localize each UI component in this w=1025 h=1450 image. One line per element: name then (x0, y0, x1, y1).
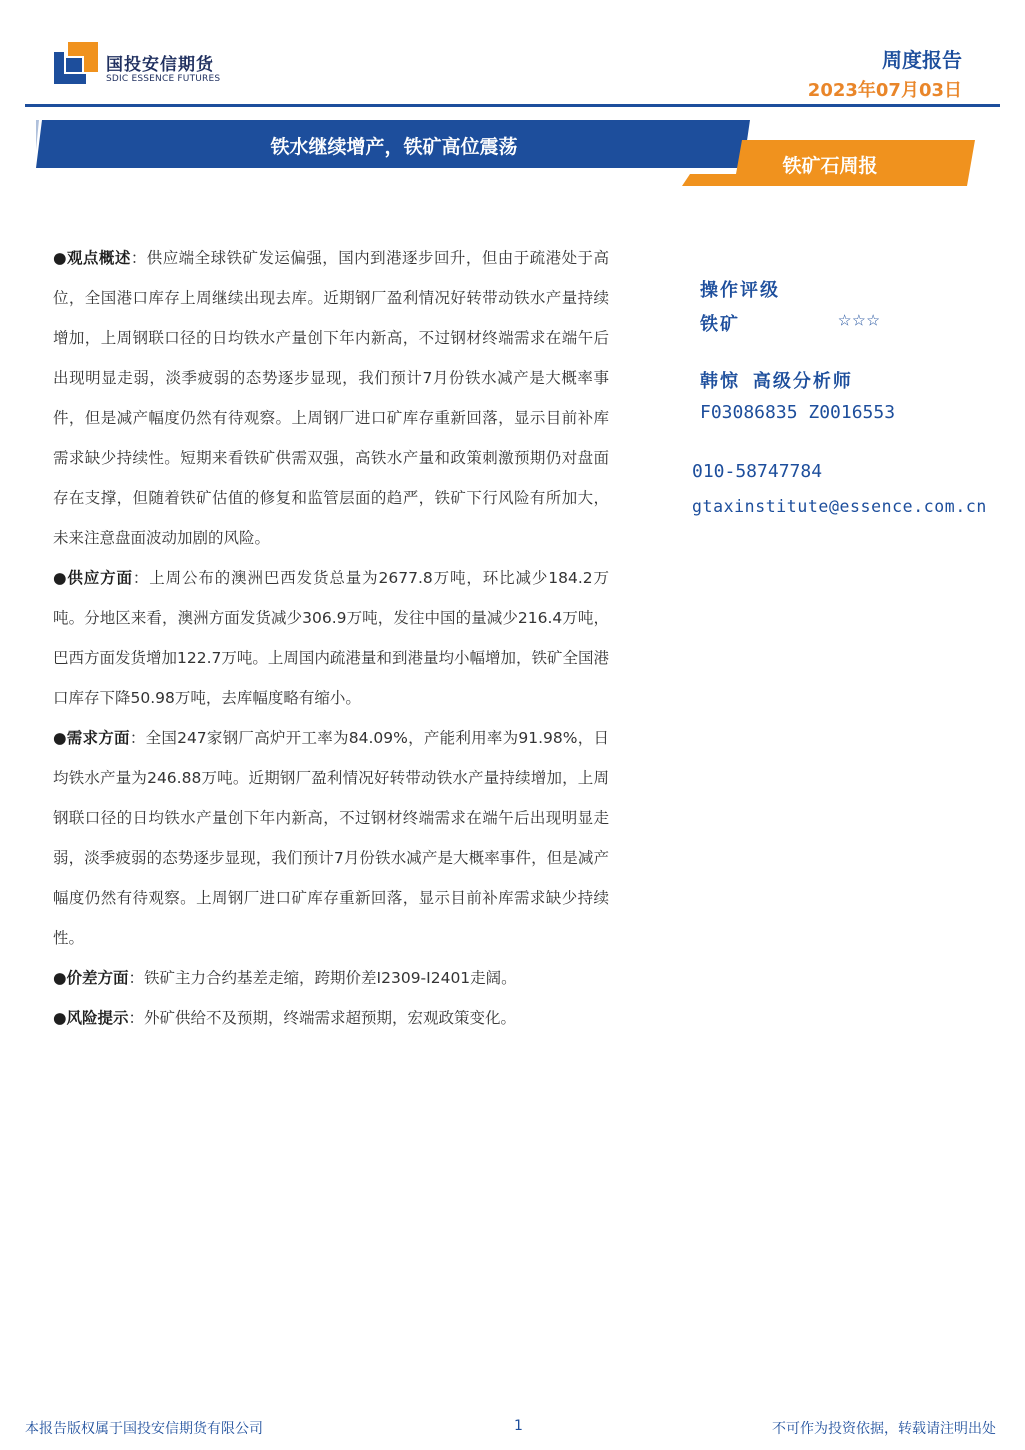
section-label: ●观点概述 (53, 249, 131, 267)
section-spread (53, 958, 609, 998)
company-name-cn: 国投安信期货 (106, 55, 214, 75)
company-logo-icon (54, 42, 98, 84)
footer-disclaimer: 不可作为投资依据，转载请注明出处 (772, 1421, 996, 1437)
rating-heading: 操作评级 (700, 280, 780, 301)
analyst-name: 韩惊 高级分析师 (700, 371, 853, 392)
section-overview (53, 238, 609, 558)
report-date: 2023年07月03日 (807, 80, 962, 101)
section-text: ：全国247家钢厂高炉开工率为84.09%，产能利用率为91.98%，日均铁水产量为246.88万吨。近期钢厂盈利情况好转带动铁水产量持续增加，上周钢联口径的日均铁水产量创下年内新高，不过钢材终端需求在端午后出现明显走弱，淡季疲弱的态势逐步显现，我们预计7月份铁水减产是大概率事件，但是减产幅度仍然有待观察。上周钢厂进口矿库存重新回落，显示目前补库需求缺少持续性。 (53, 729, 609, 947)
analyst-cert-numbers: F03086835 Z0016553 (700, 402, 896, 423)
rating-stars-icon: ☆☆☆ (838, 307, 881, 332)
report-type: 周度报告 (882, 48, 962, 72)
section-text: ：上周公布的澳洲巴西发货总量为2677.8万吨，环比减少184.2万吨。分地区来看，澳洲方面发货减少306.9万吨，发往中国的量减少216.4万吨，巴西方面发货增加122.7万吨。上周国内疏港量和到港量均小幅增加，铁矿全国港口库存下降50.98万吨，去库幅度略有缩小。 (53, 569, 609, 707)
rating-commodity: 铁矿 (700, 314, 740, 335)
section-label: ●价差方面 (53, 969, 129, 987)
section-text: ：铁矿主力合约基差走缩，跨期价差I2309-I2401走阔。 (128, 969, 517, 987)
report-category-tag: 铁矿石周报 (782, 155, 878, 177)
contact-phone: 010-58747784 (692, 461, 823, 482)
contact-email[interactable]: gtaxinstitute@essence.com.cn (692, 497, 987, 516)
footer-copyright: 本报告版权属于国投安信期货有限公司 (25, 1421, 263, 1437)
section-label: ●供应方面 (53, 569, 133, 587)
section-supply (53, 558, 609, 718)
company-name-en: SDIC ESSENCE FUTURES (106, 74, 221, 84)
report-body (53, 238, 609, 1038)
header-divider (25, 104, 1000, 107)
section-text: ：外矿供给不及预期，终端需求超预期，宏观政策变化。 (128, 1009, 517, 1027)
page-number: 1 (514, 1418, 523, 1434)
section-text: ：供应端全球铁矿发运偏强，国内到港逐步回升，但由于疏港处于高位，全国港口库存上周继续出现去库。近期钢厂盈利情况好转带动铁水产量持续增加，上周钢联口径的日均铁水产量创下年内新高，不过钢材终端需求在端午后出现明显走弱，淡季疲弱的态势逐步显现，我们预计7月份铁水减产是大概率事件，但是减产幅度仍然有待观察。上周钢厂进口矿库存重新回落，显示目前补库需求缺少持续性。短期来看铁矿供需双强，高铁水产量和政策刺激预期仍对盘面存在支撑，但随着铁矿估值的修复和监管层面的趋严，铁矿下行风险有所加大，未来注意盘面波动加剧的风险。 (53, 249, 609, 547)
section-demand (53, 718, 609, 958)
report-title: 铁水继续增产，铁矿高位震荡 (270, 136, 518, 158)
section-label: ●需求方面 (53, 729, 130, 747)
section-risk (53, 998, 609, 1038)
section-label: ●风险提示 (53, 1009, 129, 1027)
